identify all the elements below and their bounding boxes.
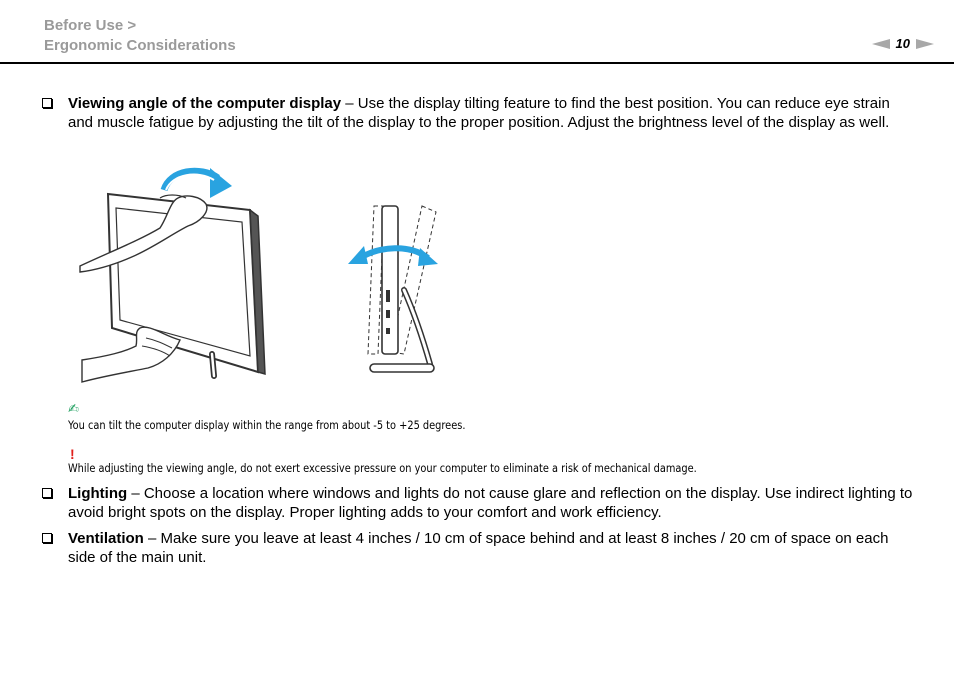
item-title: Ventilation [68,530,144,547]
breadcrumb [44,16,236,55]
display-tilt-illustration [60,160,460,390]
item-title: Lighting [68,485,128,502]
page-navigation [872,36,934,51]
item-title: Viewing angle of the computer display [68,95,342,112]
lower-hand [82,327,180,382]
breadcrumb-current: Ergonomic Considerations [44,36,236,54]
item-body: – Choose a location where windows and lights do not cause glare and reflection on the display. Use indirect lighting to avoid bright spots on the display. Proper lighting adds to your comfort and work efficiency. [68,485,913,522]
breadcrumb-parent[interactable]: Before Use > [44,17,137,34]
page-number: 10 [895,36,910,51]
previous-page-icon[interactable] [872,39,890,49]
item-body: – Use the display tilting feature to find the best position. You can reduce eye strain and muscle fatigue by adjusting the tilt of the display to the proper position. Adjust the brightness level of the display as well. [68,95,890,132]
header-divider [0,62,954,64]
rotate-arrow-icon [164,168,232,198]
pencil-note-icon: ✍ [68,402,79,417]
item-body: – Make sure you leave at least 4 inches / 10 cm of space behind and at least 8 inches / 20 cm of space on each side of the main unit. [68,530,889,567]
checkbox-bullet-icon [42,98,52,108]
checkbox-bullet-icon [42,533,52,543]
exclamation-icon: ! [70,446,75,462]
note-text: You can tilt the computer display within the range from about -5 to +25 degrees. [68,418,466,432]
side-view-monitor [368,206,436,372]
warning-text: While adjusting the viewing angle, do not exert excessive pressure on your computer to eliminate a risk of mechanical damage. [68,461,697,475]
checkbox-bullet-icon [42,488,52,498]
next-page-icon[interactable] [916,39,934,49]
